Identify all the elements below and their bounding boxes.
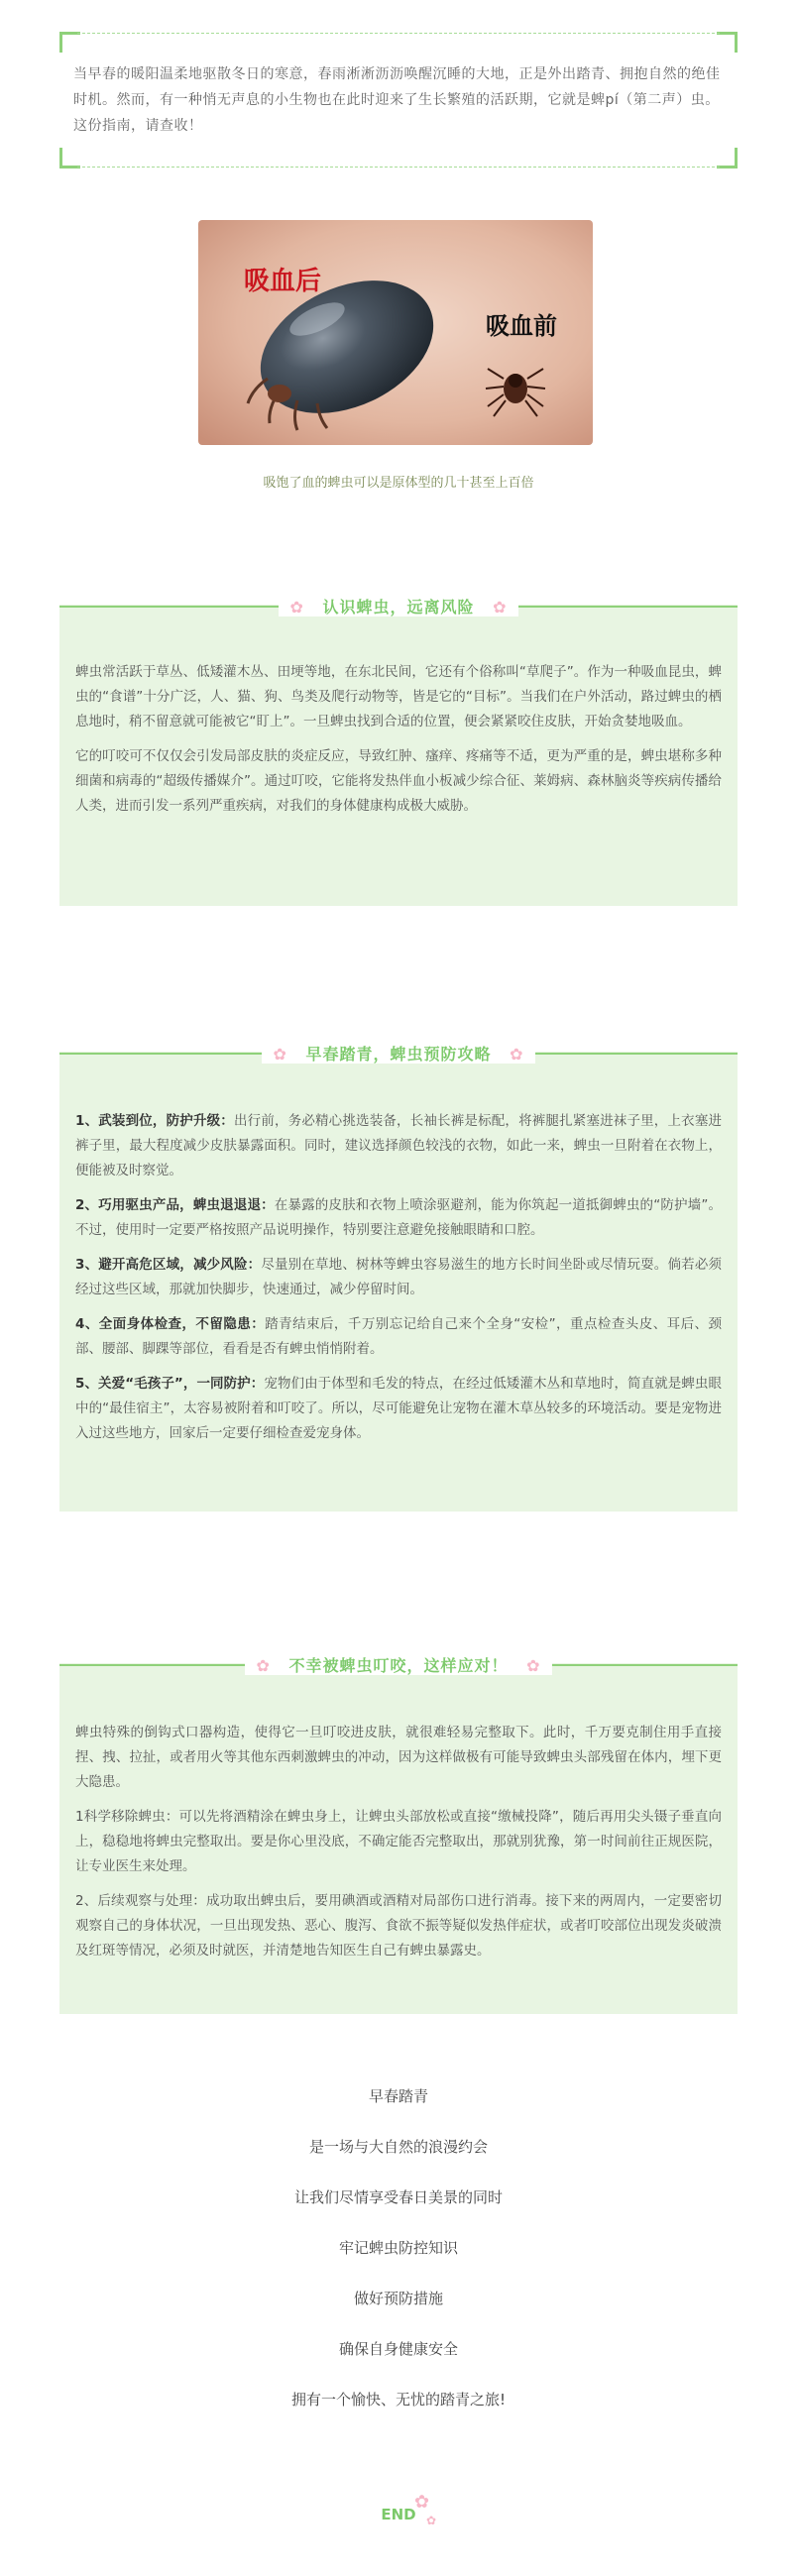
label-after: 吸血后 <box>244 266 322 295</box>
flower-icon: ✿ <box>414 2492 430 2513</box>
section-bite-response <box>59 1656 738 2014</box>
section-body <box>75 1109 722 1456</box>
tip-item <box>75 1253 722 1302</box>
intro-text: 当早春的暖阳温柔地驱散冬日的寒意，春雨淅淅沥沥唤醒沉睡的大地，正是外出踏青、拥抱自然的绝佳时机。然而，有一种悄无声息的小生物也在此时迎来了生长繁殖的活跃期，它就是蜱pí（第二声）虫。这份指南，请查收！ <box>73 66 721 134</box>
tip-item <box>75 1109 722 1183</box>
tip-item <box>75 1193 722 1243</box>
closing-line: 让我们尽情享受春日美景的同时 <box>293 2188 503 2206</box>
paragraph: 蜱虫常活跃于草丛、低矮灌木丛、田埂等地，在东北民间，它还有个俗称叫“草爬子”。作为一种吸血昆虫，蜱虫的“食谱”十分广泛，人、猫、狗、鸟类及爬行动物等，皆是它的“目标”。当我们在户外活动，路过蜱虫的栖息地时，稍不留意就可能被它“盯上”。一旦蜱虫找到合适的位置，便会紧紧咬住皮肤，开始贪婪地吸血。 <box>75 664 722 729</box>
dashed-top-edge <box>77 33 720 34</box>
closing-line: 早春踏青 <box>368 2087 428 2105</box>
corner-bottom-right <box>717 148 738 168</box>
flower-icon: ✿ <box>481 598 513 616</box>
label-before: 吸血前 <box>486 313 557 340</box>
closing-line: 确保自身健康安全 <box>338 2340 458 2358</box>
paragraph: 蜱虫特殊的倒钩式口器构造，使得它一旦叮咬进皮肤，就很难轻易完整取下。此时，千万要克制住用手直接捏、拽、拉扯，或者用火等其他东西刺激蜱虫的冲动，因为这样做极有可能导致蜱虫头部残留在体内，埋下更大隐患。 <box>75 1725 722 1790</box>
flower-icon: ✿ <box>426 2514 437 2527</box>
section-title: 早春踏青，蜱虫预防攻略 <box>299 1045 497 1064</box>
photo-caption: 吸饱了血的蜱虫可以是原体型的几十甚至上百倍 <box>263 476 534 491</box>
flower-icon: ✿ <box>268 1045 300 1064</box>
section-body <box>75 1721 722 1973</box>
corner-top-right <box>717 32 738 53</box>
section-body <box>75 660 722 829</box>
tip-text: 宠物们由于体型和毛发的特点，在经过低矮灌木丛和草地时，简直就是蜱虫眼中的“最佳宿主”，太容易被附着和叮咬了。所以，尽可能避免让宠物在灌木草丛较多的环境活动。要是宠物进入过这些地方，回家后一定要仔细检查爱宠身体。 <box>75 1376 723 1441</box>
tip-text: 在暴露的皮肤和衣物上喷涂驱避剂，能为你筑起一道抵御蜱虫的“防护墙”。不过，使用时一定要严格按照产品说明操作，特别要注意避免接触眼睛和口腔。 <box>75 1197 722 1238</box>
tip-text: 尽量别在草地、树林等蜱虫容易滋生的地方长时间坐卧或尽情玩耍。倘若必须经过这些区域，那就加快脚步，快速通过，减少停留时间。 <box>75 1257 722 1297</box>
tick-photo <box>198 220 593 445</box>
flower-icon: ✿ <box>514 1656 547 1675</box>
closing-line: 牢记蜱虫防控知识 <box>338 2239 458 2257</box>
section-header <box>59 595 738 618</box>
tip-text: 踏青结束后，千万别忘记给自己来个全身“安检”，重点检查头皮、耳后、颈部、腰部、脚踝等部位，看看是否有蜱虫悄悄附着。 <box>75 1316 722 1357</box>
closing-lines <box>0 2072 797 2425</box>
closing-line: 拥有一个愉快、无忧的踏青之旅! <box>290 2391 506 2408</box>
section-know-ticks <box>59 598 738 906</box>
flower-icon: ✿ <box>285 598 317 616</box>
tick-illustration <box>198 220 593 445</box>
section-title: 不幸被蜱虫叮咬，这样应对！ <box>283 1656 513 1675</box>
tip-item <box>75 1372 722 1446</box>
section-prevention <box>59 1045 738 1512</box>
section-title: 认识蜱虫，远离风险 <box>316 598 480 616</box>
tip-head: 3、避开高危区域，减少风险： <box>75 1257 262 1273</box>
corner-top-left <box>59 32 80 53</box>
paragraph: 它的叮咬可不仅仅会引发局部皮肤的炎症反应，导致红肿、瘙痒、疼痛等不适，更为严重的是，蜱虫堪称多种细菌和病毒的“超级传播媒介”。通过叮咬，它能将发热伴血小板减少综合征、莱姆病、森林脑炎等疾病传播给人类，进而引发一系列严重疾病，对我们的身体健康构成极大威胁。 <box>75 748 722 814</box>
end-mark <box>0 2492 797 2527</box>
paragraph: 1科学移除蜱虫：可以先将酒精涂在蜱虫身上，让蜱虫头部放松或直接“缴械投降”，随后再用尖头镊子垂直向上，稳稳地将蜱虫完整取出。要是你心里没底，不确定能否完整取出，那就别犹豫，第一时间前往正规医院，让专业医生来处理。 <box>75 1809 722 1874</box>
section-header <box>59 1042 738 1065</box>
paragraph: 2、后续观察与处理：成功取出蜱虫后，要用碘酒或酒精对局部伤口进行消毒。接下来的两周内，一定要密切观察自己的身体状况，一旦出现发热、恶心、腹泻、食欲不振等疑似发热伴症状，或者叮咬部位出现发炎破溃及红斑等情况，必须及时就医，并清楚地告知医生自己有蜱虫暴露史。 <box>75 1893 722 1959</box>
flower-icon: ✿ <box>498 1045 530 1064</box>
flower-icon: ✿ <box>251 1656 284 1675</box>
tip-head: 5、关爱“毛孩子”，一同防护： <box>75 1376 265 1392</box>
intro-box <box>59 32 738 168</box>
dashed-bottom-edge <box>77 167 720 168</box>
corner-bottom-left <box>59 148 80 168</box>
end-text: END <box>381 2506 416 2523</box>
closing-line: 做好预防措施 <box>353 2290 443 2307</box>
section-header <box>59 1653 738 1677</box>
tip-head: 1、武装到位，防护升级： <box>75 1113 234 1129</box>
tip-text: 出行前，务必精心挑选装备，长袖长裤是标配，将裤腿扎紧塞进袜子里，上衣塞进裤子里，最大程度减少皮肤暴露面积。同时，建议选择颜色较浅的衣物，如此一来，蜱虫一旦附着在衣物上，便能被及时察觉。 <box>75 1113 722 1178</box>
tip-head: 2、巧用驱虫产品，蜱虫退退退： <box>75 1197 275 1213</box>
tip-head: 4、全面身体检查，不留隐患： <box>75 1316 266 1332</box>
closing-line: 是一场与大自然的浪漫约会 <box>308 2138 488 2156</box>
tip-item <box>75 1312 722 1362</box>
